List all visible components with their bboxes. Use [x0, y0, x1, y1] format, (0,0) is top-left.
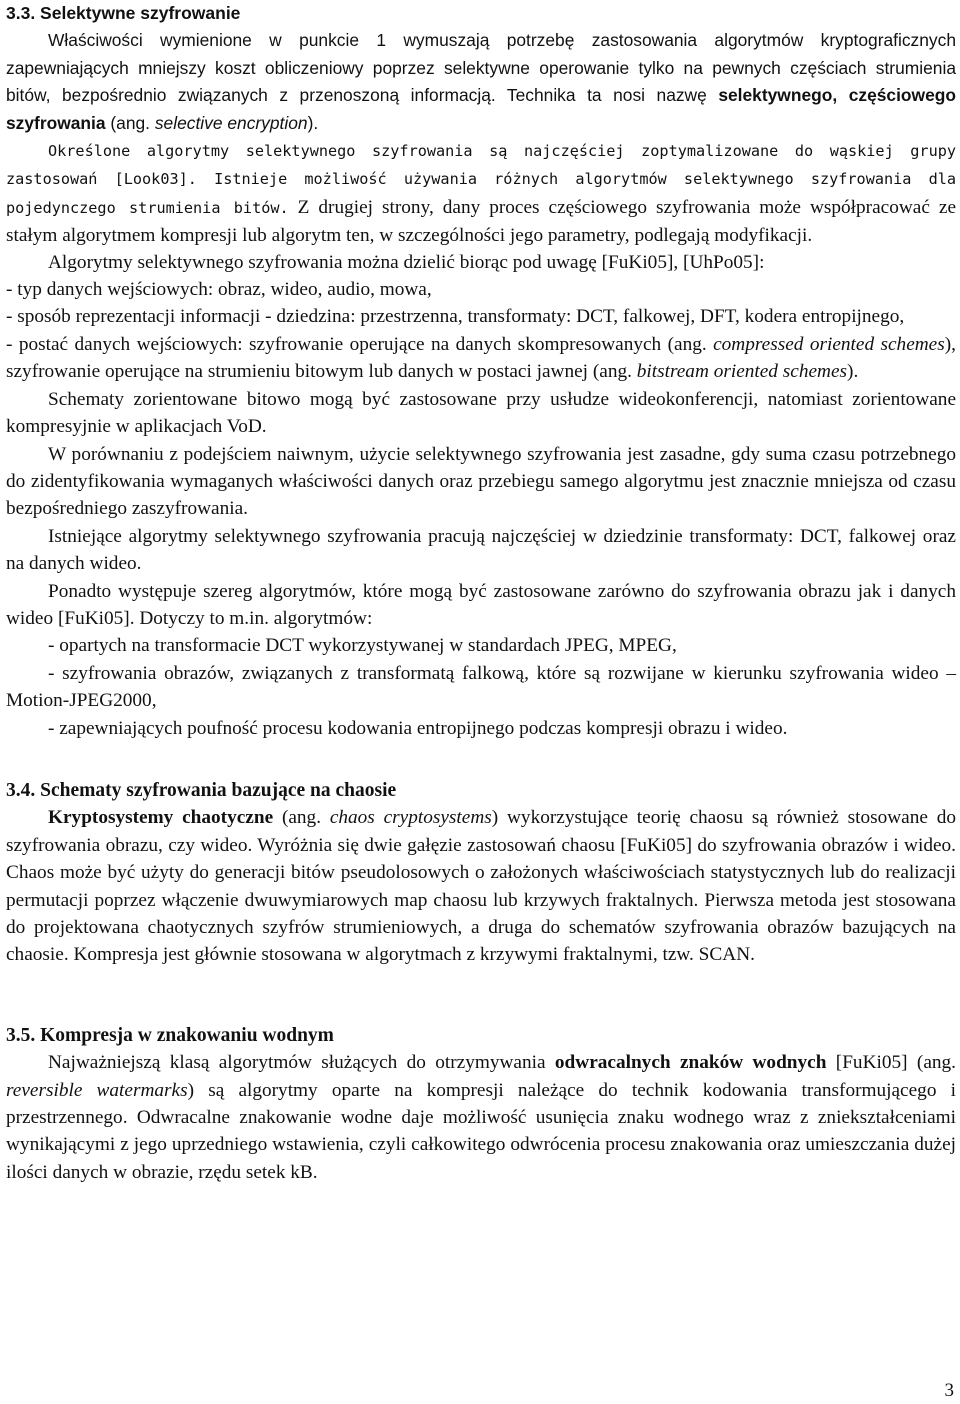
list-item: - typ danych wejściowych: obraz, wideo, audio, mowa,: [6, 279, 432, 301]
paragraph-comparison: W porównaniu z podejściem naiwnym, użycie selektywnego szyfrowania jest zasadne, gdy suma czasu potrzebnego do zidentyfikowania wymaganych właściwości danych oraz przebiegu samego algorytmu jest znacznie mniejsza od czasu bezpośredniego zaszyfrowania.: [6, 443, 956, 520]
term-selective-encryption: selektywnego, częściowego szyfrowania: [6, 85, 956, 133]
list-item: - zapewniających poufność procesu kodowania entropijnego podczas kompresji obrazu i wideo.: [48, 717, 788, 739]
term-reversible-watermarks: odwracalnych znaków wodnych: [554, 1052, 827, 1074]
paragraph-existing: Istniejące algorytmy selektywnego szyfrowania pracują najczęściej w dziedzinie transformaty: DCT, falkowej oraz na danych wideo.: [6, 525, 956, 575]
paragraph-classification: Algorytmy selektywnego szyfrowania można dzielić biorąc pod uwagę [FuKi05], [UhPo05]:: [48, 251, 765, 273]
paragraph-algorithms: Określone algorytmy selektywnego szyfrowania są najczęściej zoptymalizowane do wąskiej grupy zastosowań [Look03]. Istnieje możliwość używania różnych algorytmów selektywnego szyfrowania dla pojedynczego strumienia bitów. Z drugiej strony, dany proces częściowego szyfrowania może współpracować ze stałym algorytmem kompresji lub algorytm ten, w szczególności jego parametry, podlegają modyfikacji.: [6, 142, 957, 247]
paragraph-schemes: Schematy zorientowane bitowo mogą być zastosowane przy usłudze wideokonferencji, natomiast zorientowane kompresyjnie w aplikacjach VoD.: [6, 388, 956, 438]
page-number: 3: [944, 1380, 954, 1401]
term-chaos-cryptosystems: Kryptosystemy chaotyczne: [48, 807, 274, 829]
term-english: chaos cryptosystems: [329, 807, 492, 829]
section-heading-3-5: 3.5. Kompresja w znakowaniu wodnym: [6, 1024, 334, 1046]
section-heading-3-4: 3.4. Schematy szyfrowania bazujące na chaosie: [6, 779, 397, 801]
paragraph-moreover: Ponadto występuje szereg algorytmów, które mogą być zastosowane zarówno do szyfrowania obrazu jak i danych wideo [FuKi05]. Dotyczy to m.in. algorytmów:: [6, 580, 956, 629]
list-item: - sposób reprezentacji informacji - dziedzina: przestrzenna, transformaty: DCT, falkowej, DFT, kodera entropijnego,: [6, 306, 905, 328]
term-english: bitstream oriented schemes: [636, 361, 848, 383]
section-heading-3-3: 3.3. Selektywne szyfrowanie: [6, 3, 241, 23]
document-page: [6, 0, 956, 1186]
term-english: reversible watermarks: [6, 1079, 188, 1101]
paragraph-watermarking: Najważniejszą klasą algorytmów służących do otrzymywania odwracalnych znaków wodnych [FuKi05] (ang. reversible watermarks) są algorytmy oparte na kompresji należące do technik kodowania transformującego i przestrzennego. Odwracalne znakowanie wodne daje możliwość usunięcia znaku wodnego wraz z zniekształceniami wynikającymi z jego uprzedniego wstawienia, czyli całkowitego odwrócenia procesu znakowania oraz umieszczania dużej ilości danych w obrazie, rzędu setek kB.: [6, 1052, 956, 1183]
list-item: - opartych na transformacie DCT wykorzystywanej w standardach JPEG, MPEG,: [48, 635, 677, 657]
term-english: compressed oriented schemes: [713, 333, 945, 355]
paragraph-selective-intro: Właściwości wymienione w punkcie 1 wymuszają potrzebę zastosowania algorytmów kryptograficznych zapewniających mniejszy koszt obliczeniowy poprzez selektywne operowanie tylko na pewnych częściach strumienia bitów, bezpośrednio związanych z przenoszoną informacją. Technika ta nosi nazwę selektywnego, częściowego szyfrowania (ang. selective encryption).: [6, 30, 956, 133]
term-english: selective encryption: [154, 112, 308, 133]
list-item: - szyfrowania obrazów, związanych z transformatą falkową, które są rozwijane w kierunku szyfrowania wideo – Motion-JPEG2000,: [6, 662, 956, 712]
paragraph-chaos: Kryptosystemy chaotyczne (ang. chaos cryptosystems) wykorzystujące teorię chaosu są również stosowane do szyfrowania obrazu, czy wideo. Wyróżnia się dwie gałęzie zastosowań chaosu [FuKi05] do szyfrowania obrazów i wideo. Chaos może być użyty do generacji bitów pseudolosowych o założonych właściwościach statystycznych lub do realizacji permutacji poprzez włączenie dwuwymiarowych map chaosu lub krzywych fraktalnych. Pierwsza metoda jest stosowana do projektowana chaotycznych szyfrów strumieniowych, a druga do schematów szyfrowania obrazów bazujących na chaosie. Kompresja jest głównie stosowana w algorytmach z krzywymi fraktalnymi, tzw. SCAN.: [6, 807, 956, 966]
list-item: - postać danych wejściowych: szyfrowanie operujące na danych skompresowanych (ang. compressed oriented schemes), szyfrowanie operujące na strumieniu bitowym lub danych w postaci jawnej (ang. bitstream oriented schemes).: [6, 333, 956, 383]
